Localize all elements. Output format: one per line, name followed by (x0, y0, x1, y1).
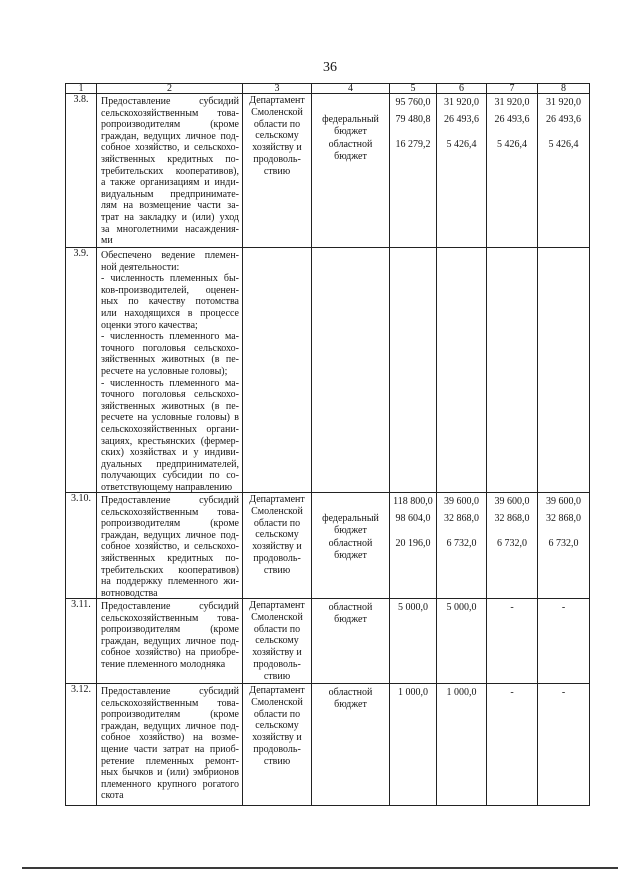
funding-amount: 31 920,0 (494, 97, 530, 108)
description-line: зяйственных животных (в пе- (101, 354, 239, 366)
header-cell-8: 8 (538, 84, 590, 94)
cell-executor (243, 493, 312, 599)
description-line: Предоставление субсидий (101, 495, 239, 506)
funding-amount: 39 600,0 (546, 496, 581, 507)
funding-source-line: областной (328, 602, 373, 613)
description-line: точного поголовья сельскохо- (101, 389, 239, 401)
table-row (66, 94, 590, 248)
description-line: тение племенного молодняка (101, 658, 226, 670)
description-line: ответствующему направлению (101, 481, 233, 493)
description-line: или находящихся в процессе (101, 307, 239, 319)
executor-line: продоволь- (253, 743, 301, 755)
funding-source-line: областной (328, 538, 373, 549)
description-line: племенного крупного рогатого (101, 778, 239, 790)
funding-amount: 5 000,0 (446, 602, 477, 613)
cell-amount-col-5 (390, 493, 437, 599)
executor-line: сельскому (255, 720, 299, 732)
description-line: сельскохозяйственным това- (101, 612, 239, 624)
description-line: трат на закладку и (или) уход (101, 211, 239, 223)
funding-source (312, 687, 389, 711)
funding-amount: 98 604,0 (395, 513, 431, 524)
executor-line: ствию (263, 670, 291, 682)
description-line: зяйственных кредитных по- (101, 153, 239, 165)
executor-line: Департамент (249, 95, 305, 106)
cell-description (97, 684, 243, 806)
cell-amount-col-8 (538, 493, 590, 599)
funding-amount: 1 000,0 (398, 687, 428, 698)
cell-funding-source (312, 248, 390, 493)
funding-source-line: областной (328, 687, 373, 698)
executor-line: ствию (263, 564, 291, 576)
funding-source-line: федеральный (322, 513, 379, 524)
table-row (66, 248, 590, 493)
description-line: ропроизводителям (кроме (101, 709, 239, 721)
executor-line: Смоленской (251, 611, 303, 623)
funding-amount: 32 868,0 (546, 513, 581, 524)
funding-source-line: бюджет (334, 614, 367, 625)
description-line: на поддержку племенного жи- (101, 576, 239, 588)
description-line: Обеспечено ведение племен- (101, 250, 239, 261)
row-number: 3.8. (66, 94, 97, 248)
executor-line: продоволь- (253, 658, 301, 670)
cell-amount-col-6 (437, 599, 487, 684)
funding-amount: 5 426,4 (548, 139, 579, 150)
description-line: ропроизводителям (кроме (101, 624, 239, 636)
cell-amount-col-5 (390, 684, 437, 806)
funding-source (312, 538, 389, 562)
cell-amount-col-5 (390, 599, 437, 684)
description-line: граждан, ведущих личное под- (101, 529, 239, 541)
funding-amount: 31 920,0 (546, 97, 581, 108)
funding-amount: 1 000,0 (446, 687, 477, 698)
cell-amount-col-6 (437, 684, 487, 806)
description-line: - численность племенного ма- (101, 377, 239, 389)
funding-amount: 79 480,8 (395, 114, 431, 125)
description-line: сельскохозяйственным това- (101, 107, 239, 119)
header-cell-1: 1 (66, 84, 97, 94)
description-line: ков-производителей, оценен- (101, 284, 239, 296)
description-line: ных бычков и (или) эмбрионов (101, 767, 239, 779)
executor-line: хозяйству и (252, 541, 302, 553)
cell-funding-source (312, 684, 390, 806)
description-line: дуальных предпринимателей, (101, 458, 239, 470)
executor-line: хозяйству и (252, 732, 302, 744)
description-line: требительских кооперативов), (101, 165, 239, 177)
cell-description (97, 493, 243, 599)
funding-amount: 118 800,0 (393, 496, 433, 507)
table-row (66, 493, 590, 599)
table-header-row (66, 84, 590, 94)
funding-source (312, 602, 389, 626)
row-number: 3.10. (66, 493, 97, 599)
funding-amount: - (510, 602, 514, 613)
description-line: собное хозяйство) на возме- (101, 732, 239, 744)
executor-line: Смоленской (251, 106, 303, 118)
description-line: получающих субсидии по со- (101, 470, 239, 482)
cell-amount-col-8 (538, 684, 590, 806)
description-line: видуальным предпринимате- (101, 188, 239, 200)
description-line: щение части затрат на приоб- (101, 743, 239, 755)
description-line: ских) хозяйствах и у индиви- (101, 447, 239, 459)
description-line: ресчете на условные головы); (101, 365, 228, 377)
cell-amount-col-8 (538, 599, 590, 684)
funding-amount: 32 868,0 (494, 513, 530, 524)
description-line: собное хозяйство, и сельскохо- (101, 142, 239, 154)
funding-amount: - (510, 687, 514, 698)
funding-amount: 5 426,4 (497, 139, 527, 150)
executor-line: продоволь- (253, 552, 301, 564)
description-line: ми (101, 235, 113, 247)
cell-amount-col-6 (437, 94, 487, 248)
cell-funding-source (312, 599, 390, 684)
funding-amount: 39 600,0 (444, 496, 479, 507)
header-cell-2: 2 (97, 84, 243, 94)
description-line: сельскохозяйственным това- (101, 697, 239, 709)
funding-source-line: областной (328, 139, 373, 150)
description-line: ретение племенных ремонт- (101, 755, 239, 767)
executor-line: области по (253, 118, 301, 130)
funding-source (312, 114, 389, 138)
cell-amount-col-8 (538, 248, 590, 493)
page-number: 36 (323, 60, 337, 75)
funding-amount: 26 493,6 (494, 114, 530, 125)
executor-line: сельскому (255, 635, 299, 647)
cell-description (97, 94, 243, 248)
cell-amount-col-5 (390, 94, 437, 248)
cell-amount-col-6 (437, 493, 487, 599)
funding-amount: 26 493,6 (444, 114, 479, 125)
program-measures-table (65, 83, 590, 806)
funding-source-line: бюджет (334, 550, 367, 561)
executor-line: области по (253, 623, 301, 635)
description-line: точного поголовья сельскохо- (101, 342, 239, 354)
header-cell-7: 7 (487, 84, 538, 94)
scan-edge-line (22, 867, 618, 869)
executor-line: области по (253, 517, 301, 529)
funding-amount: 32 868,0 (444, 513, 479, 524)
cell-amount-col-5 (390, 248, 437, 493)
description-line: ресчете на условные головы) в (101, 412, 239, 424)
description-line: - численность племенного ма- (101, 331, 239, 343)
funding-source (312, 513, 389, 537)
description-line: ных по качеству потомства (101, 296, 239, 308)
row-number: 3.9. (66, 248, 97, 493)
description-line: требительских кооперативов) (101, 564, 239, 576)
cell-amount-col-7 (487, 248, 538, 493)
cell-amount-col-7 (487, 599, 538, 684)
description-line: зяйственных кредитных по- (101, 552, 239, 564)
description-line: сельскохозяйственных органи- (101, 423, 239, 435)
description-line: Предоставление субсидий (101, 96, 239, 107)
funding-source-line: бюджет (334, 525, 367, 536)
description-line: сельскохозяйственным това- (101, 506, 239, 518)
description-line: вотноводства (101, 587, 158, 599)
description-line: а также организациям и инди- (101, 177, 239, 189)
table-row (66, 599, 590, 684)
cell-executor (243, 684, 312, 806)
funding-amount: 95 760,0 (395, 97, 431, 108)
description-line: собное хозяйство) на приобре- (101, 647, 239, 659)
funding-source-line: бюджет (334, 699, 367, 710)
funding-amount: 5 426,4 (446, 139, 477, 150)
funding-amount: - (561, 602, 566, 613)
row-number: 3.11. (66, 599, 97, 684)
description-line: граждан, ведущих личное под- (101, 635, 239, 647)
executor-line: сельскому (255, 529, 299, 541)
cell-description (97, 248, 243, 493)
executor-line: сельскому (255, 130, 299, 142)
row-number: 3.12. (66, 684, 97, 806)
executor-line: Департамент (249, 600, 305, 611)
cell-executor (243, 94, 312, 248)
cell-amount-col-7 (487, 94, 538, 248)
funding-amount: 39 600,0 (494, 496, 530, 507)
funding-amount: 5 000,0 (398, 602, 428, 613)
description-line: Предоставление субсидий (101, 686, 239, 697)
funding-amount: 16 279,2 (395, 139, 431, 150)
funding-amount: 6 732,0 (548, 538, 579, 549)
executor-line: хозяйству и (252, 142, 302, 154)
description-line: ропроизводителям (кроме (101, 518, 239, 530)
funding-source-line: бюджет (334, 151, 367, 162)
description-line: граждан, ведущих личное под- (101, 130, 239, 142)
description-line: оценки этого качества; (101, 319, 198, 331)
cell-funding-source (312, 493, 390, 599)
executor-line: ствию (263, 755, 291, 767)
executor-line: Смоленской (251, 696, 303, 708)
funding-amount: - (561, 687, 566, 698)
header-cell-3: 3 (243, 84, 312, 94)
funding-amount: 6 732,0 (446, 538, 477, 549)
header-cell-4: 4 (312, 84, 390, 94)
executor-line: Департамент (249, 685, 305, 696)
cell-amount-col-7 (487, 493, 538, 599)
header-cell-6: 6 (437, 84, 487, 94)
executor-line: ствию (263, 165, 291, 177)
cell-executor (243, 248, 312, 493)
description-line: за многолетними насаждения- (101, 223, 239, 235)
cell-amount-col-7 (487, 684, 538, 806)
description-line: - численность племенных бы- (101, 273, 239, 285)
cell-description (97, 599, 243, 684)
cell-funding-source (312, 94, 390, 248)
funding-amount: 6 732,0 (497, 538, 527, 549)
executor-line: продоволь- (253, 153, 301, 165)
funding-amount: 20 196,0 (395, 538, 431, 549)
description-line: собное хозяйство, и сельскохо- (101, 541, 239, 553)
executor-line: области по (253, 708, 301, 720)
executor-line: Смоленской (251, 505, 303, 517)
executor-line: хозяйству и (252, 647, 302, 659)
description-line: зациях, крестьянских (фермер- (101, 435, 239, 447)
description-line: ропроизводителям (кроме (101, 119, 239, 131)
table-row (66, 684, 590, 806)
funding-source-line: бюджет (334, 126, 367, 137)
funding-source-line: федеральный (322, 114, 379, 125)
cell-executor (243, 599, 312, 684)
description-line: ной деятельности: (101, 261, 180, 273)
description-line: лям на возмещение части за- (101, 200, 239, 212)
description-line: граждан, ведущих личное под- (101, 720, 239, 732)
funding-amount: 26 493,6 (546, 114, 581, 125)
description-line: Предоставление субсидий (101, 601, 239, 612)
header-cell-5: 5 (390, 84, 437, 94)
description-line: зяйственных животных (в пе- (101, 400, 239, 412)
cell-amount-col-6 (437, 248, 487, 493)
description-line: скота (101, 790, 124, 802)
funding-source (312, 139, 389, 163)
executor-line: Департамент (249, 494, 305, 505)
funding-amount: 31 920,0 (444, 97, 479, 108)
cell-amount-col-8 (538, 94, 590, 248)
